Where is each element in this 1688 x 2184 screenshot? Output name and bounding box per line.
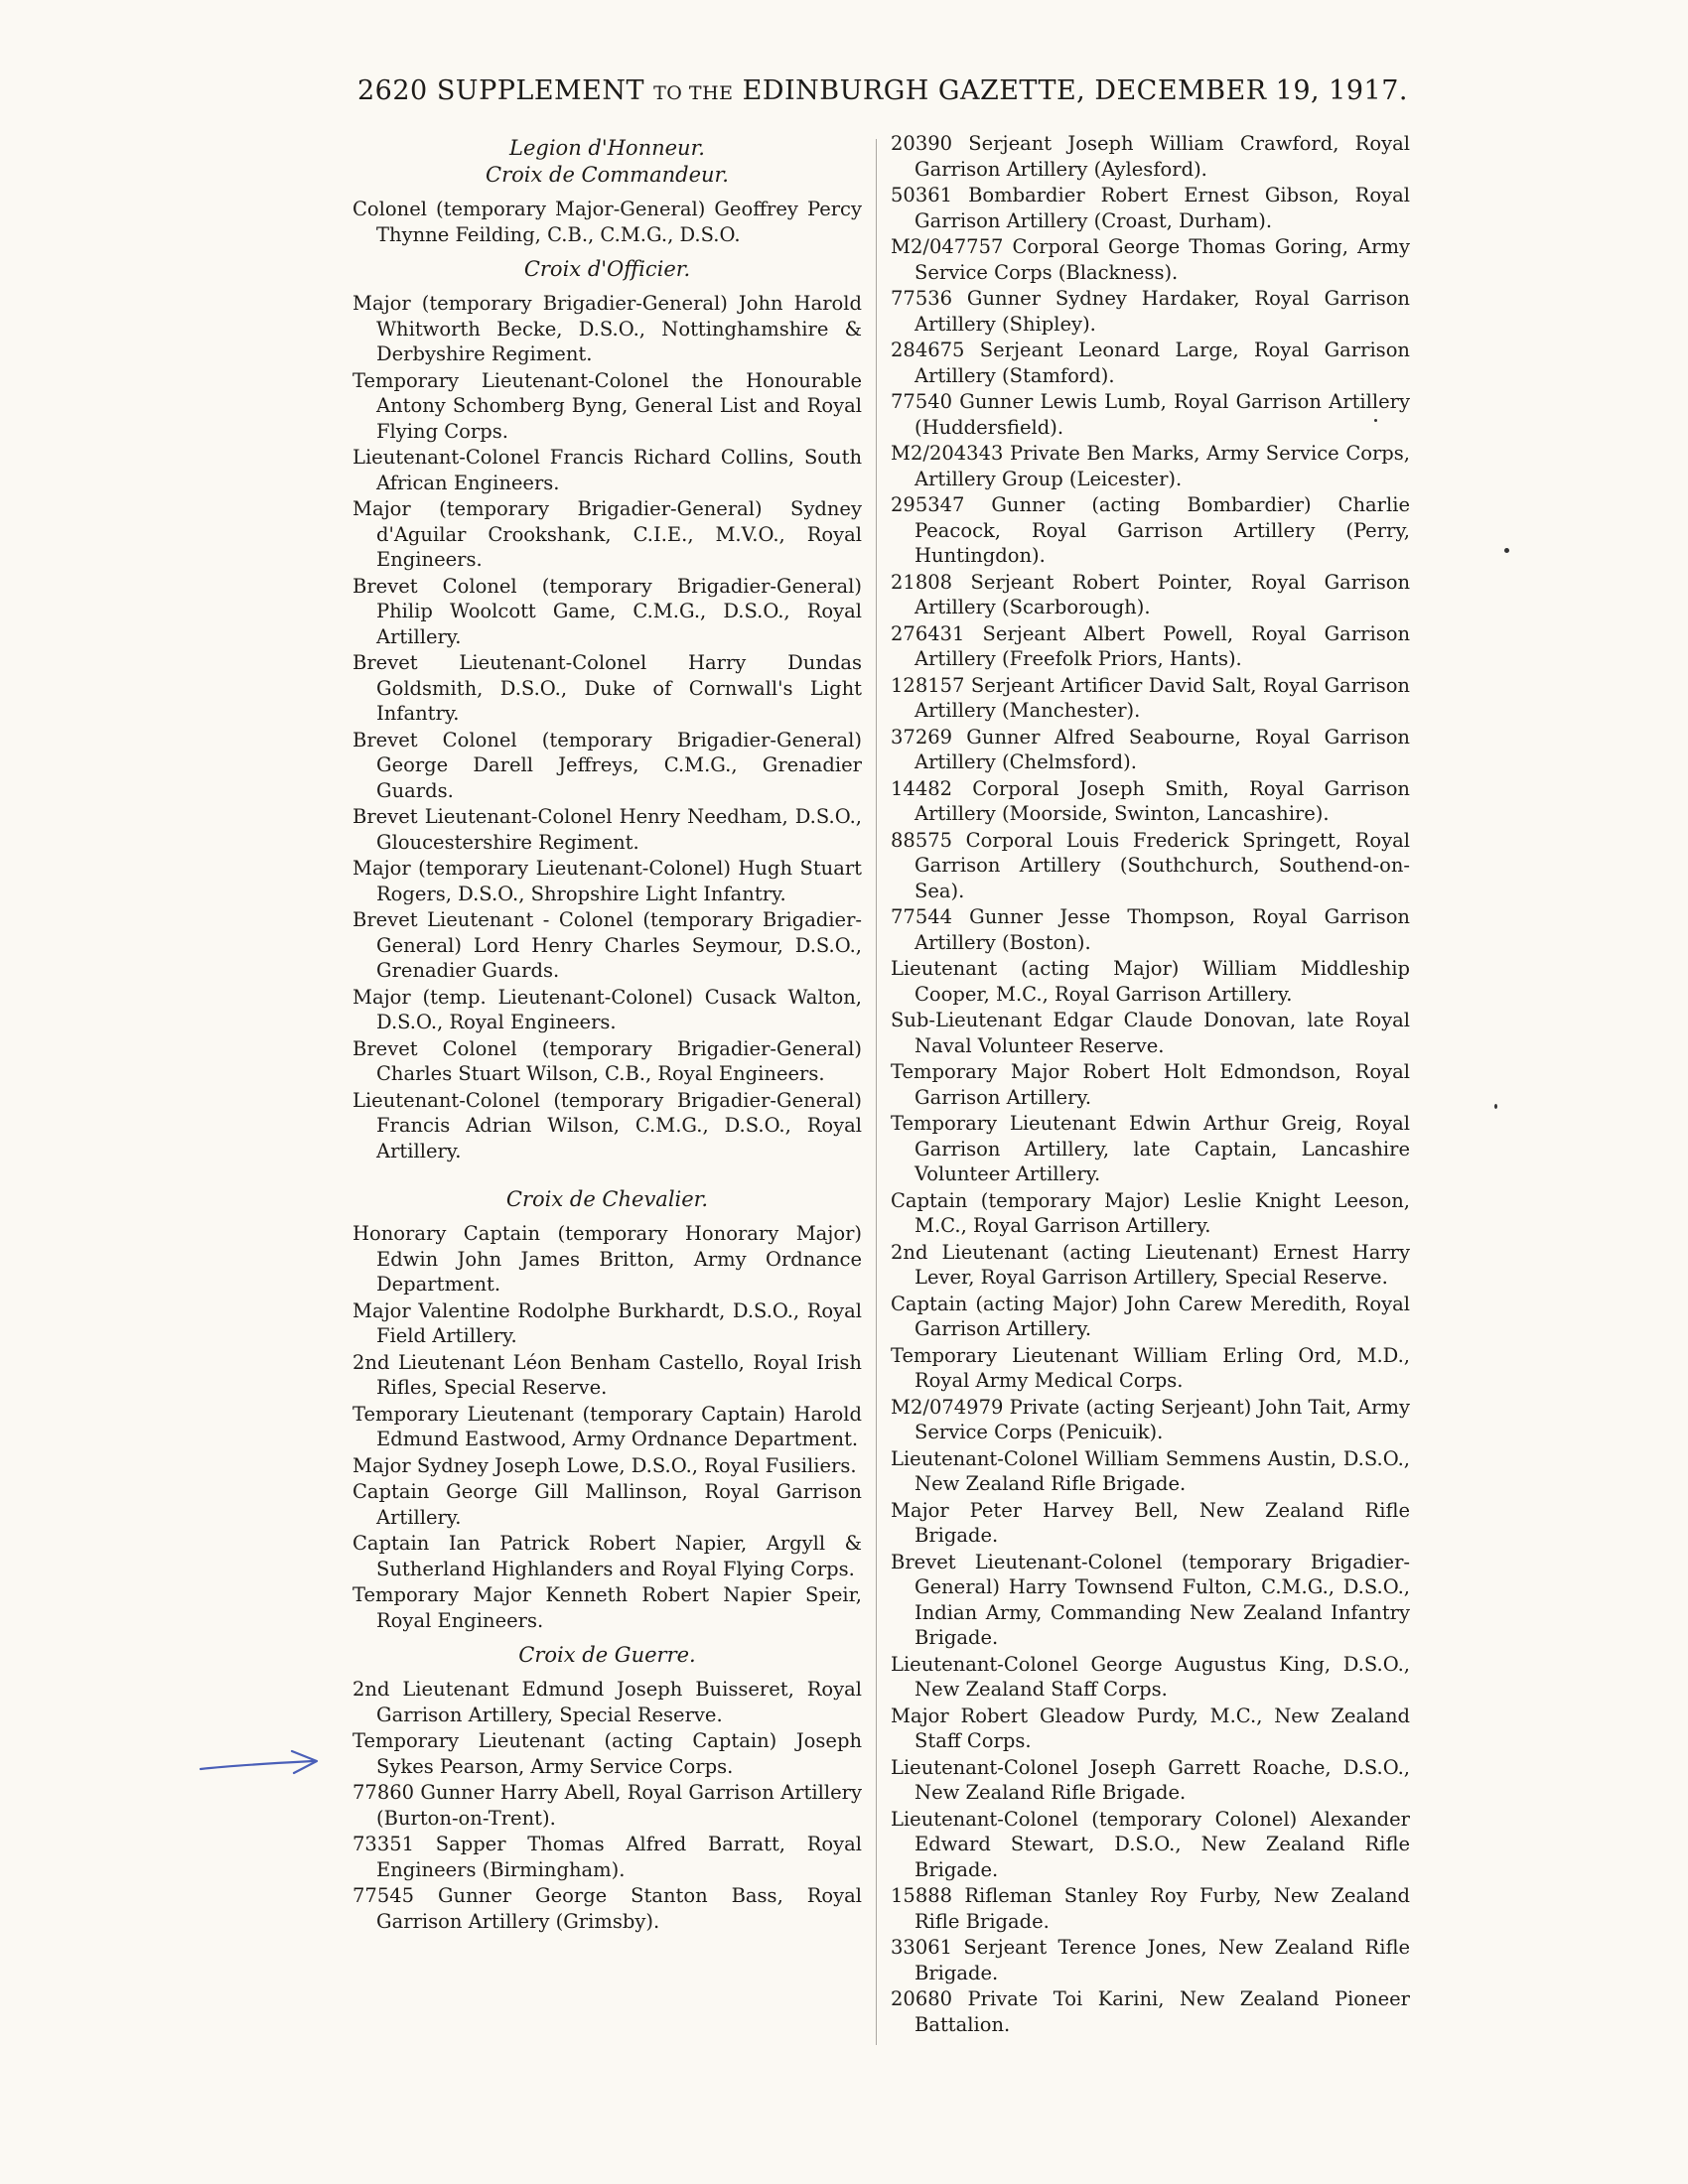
list-entry: Brevet Colonel (temporary Brigadier-General) George Darell Jeffreys, C.M.G., Grenadier Guards. [352,728,862,802]
list-entry: Brevet Lieutenant-Colonel (temporary Brigadier-General) Harry Townsend Fulton, C.M.G., D.S.O., Indian Army, Commanding New Zealand Infantry Brigade. [891,1550,1410,1649]
hand-drawn-arrow-icon [197,1747,326,1785]
list-entry: Major Robert Gleadow Purdy, M.C., New Zealand Staff Corps. [891,1704,1410,1752]
list-entry: Lieutenant-Colonel Joseph Garrett Roache, D.S.O., New Zealand Rifle Brigade. [891,1755,1410,1804]
list-entry: Major (temp. Lieutenant-Colonel) Cusack Walton, D.S.O., Royal Engineers. [352,985,862,1033]
list-entry: 77544 Gunner Jesse Thompson, Royal Garrison Artillery (Boston). [891,905,1410,954]
list-entry: Major (temporary Brigadier-General) Sydney d'Aguilar Crookshank, C.I.E., M.V.O., Royal Engineers. [352,497,862,571]
list-entry: Temporary Major Kenneth Robert Napier Speir, Royal Engineers. [352,1583,862,1632]
list-entry: Major Valentine Rodolphe Burkhardt, D.S.O., Royal Field Artillery. [352,1298,862,1347]
guerre-list [352,1677,862,1934]
list-entry: 2nd Lieutenant Léon Benham Castello, Royal Irish Rifles, Special Reserve. [352,1350,862,1399]
list-entry: Temporary Lieutenant Edwin Arthur Greig, Royal Garrison Artillery, late Captain, Lancashire Volunteer Artillery. [891,1112,1410,1185]
list-entry: 276431 Serjeant Albert Powell, Royal Garrison Artillery (Freefolk Priors, Hants). [891,621,1410,670]
list-entry: Lieutenant-Colonel George Augustus King, D.S.O., New Zealand Staff Corps. [891,1652,1410,1701]
officier-list [352,291,862,1163]
list-entry: 37269 Gunner Alfred Seabourne, Royal Garrison Artillery (Chelmsford). [891,725,1410,773]
list-entry: M2/074979 Private (acting Serjeant) John Tait, Army Service Corps (Penicuik). [891,1395,1410,1443]
list-entry: M2/047757 Corporal George Thomas Goring, Army Service Corps (Blackness). [891,235,1410,284]
list-entry: 20680 Private Toi Karini, New Zealand Pioneer Battalion. [891,1987,1410,2036]
list-entry: Temporary Major Robert Holt Edmondson, Royal Garrison Artillery. [891,1060,1410,1109]
list-entry: Temporary Lieutenant-Colonel the Honourable Antony Schomberg Byng, General List and Royal Flying Corps. [352,368,862,443]
list-entry: Major (temporary Lieutenant-Colonel) Hugh Stuart Rogers, D.S.O., Shropshire Light Infantry. [352,857,862,905]
page-header [357,75,1408,106]
ink-speck [1504,548,1509,553]
guerre-heading: Croix de Guerre. [518,1643,696,1667]
list-entry: Brevet Lieutenant - Colonel (temporary Brigadier-General) Lord Henry Charles Seymour, D.S.O., Grenadier Guards. [352,908,862,982]
list-entry: Lieutenant-Colonel William Semmens Austin, D.S.O., New Zealand Rifle Brigade. [891,1446,1410,1495]
list-entry: 2nd Lieutenant (acting Lieutenant) Ernest Harry Lever, Royal Garrison Artillery, Special Reserve. [891,1240,1410,1289]
list-entry: 295347 Gunner (acting Bombardier) Charlie Peacock, Royal Garrison Artillery (Perry, Huntingdon). [891,493,1410,567]
list-entry: 284675 Serjeant Leonard Large, Royal Garrison Artillery (Stamford). [891,339,1410,387]
list-entry: 50361 Bombardier Robert Ernest Gibson, Royal Garrison Artillery (Croast, Durham). [891,184,1410,232]
list-entry: Lieutenant (acting Major) William Middleship Cooper, M.C., Royal Garrison Artillery. [891,957,1410,1006]
officier-heading: Croix d'Officier. [523,257,691,281]
gazette-title-to-the: TO THE [653,82,734,104]
list-entry: Temporary Lieutenant William Erling Ord, M.D., Royal Army Medical Corps. [891,1343,1410,1392]
list-entry: Captain George Gill Mallinson, Royal Garrison Artillery. [352,1480,862,1529]
list-entry: Major Peter Harvey Bell, New Zealand Rifle Brigade. [891,1498,1410,1547]
list-entry: 15888 Rifleman Stanley Roy Furby, New Zealand Rifle Brigade. [891,1884,1410,1933]
right-column-list [891,131,1410,2037]
list-entry: Temporary Lieutenant (acting Captain) Joseph Sykes Pearson, Army Service Corps. [352,1729,862,1778]
list-entry: 2nd Lieutenant Edmund Joseph Buisseret, Royal Garrison Artillery, Special Reserve. [352,1678,862,1726]
list-entry: Major (temporary Brigadier-General) John Harold Whitworth Becke, D.S.O., Nottinghamshire & Derbyshire Regiment. [352,292,862,365]
list-entry: Lieutenant-Colonel Francis Richard Collins, South African Engineers. [352,446,862,494]
list-entry: Honorary Captain (temporary Honorary Major) Edwin John James Britton, Army Ordnance Department. [352,1222,862,1296]
list-entry: 77545 Gunner George Stanton Bass, Royal Garrison Artillery (Grimsby). [352,1884,862,1933]
list-entry: Sub-Lieutenant Edgar Claude Donovan, late Royal Naval Volunteer Reserve. [891,1009,1410,1057]
chevalier-heading: Croix de Chevalier. [505,1187,709,1211]
list-entry: 14482 Corporal Joseph Smith, Royal Garrison Artillery (Moorside, Swinton, Lancashire). [891,776,1410,825]
chevalier-list [352,1221,862,1633]
left-column [352,131,862,1935]
list-entry: Lieutenant-Colonel (temporary Brigadier-General) Francis Adrian Wilson, C.M.G., D.S.O., Royal Artillery. [352,1088,862,1162]
list-entry: 128157 Serjeant Artificer David Salt, Royal Garrison Artillery (Manchester). [891,673,1410,722]
list-entry: 73351 Sapper Thomas Alfred Barratt, Royal Engineers (Birmingham). [352,1833,862,1881]
legion-heading: Legion d'Honneur. [509,136,705,160]
list-entry: 77536 Gunner Sydney Hardaker, Royal Garrison Artillery (Shipley). [891,287,1410,336]
list-entry: Lieutenant-Colonel (temporary Colonel) Alexander Edward Stewart, D.S.O., New Zealand Rifle Brigade. [891,1807,1410,1881]
list-entry: Major Sydney Joseph Lowe, D.S.O., Royal Fusiliers. [352,1453,857,1477]
gazette-title-part2: EDINBURGH GAZETTE, DECEMBER 19, 1917. [742,75,1408,106]
list-entry: Brevet Colonel (temporary Brigadier-General) Philip Woolcott Game, C.M.G., D.S.O., Royal Artillery. [352,574,862,648]
gazette-title-part1: SUPPLEMENT [436,75,645,106]
list-entry: Captain Ian Patrick Robert Napier, Argyll & Sutherland Highlanders and Royal Flying Corps. [352,1532,862,1580]
right-column [891,131,1410,2038]
column-divider [876,139,877,2045]
list-entry: 33061 Serjeant Terence Jones, New Zealand Rifle Brigade. [891,1936,1410,1984]
list-entry: 77860 Gunner Harry Abell, Royal Garrison Artillery (Burton-on-Trent). [352,1781,862,1830]
list-entry: 21808 Serjeant Robert Pointer, Royal Garrison Artillery (Scarborough). [891,570,1410,618]
commandeur-list [352,197,862,247]
ink-speck [1374,419,1377,422]
list-entry: Captain (temporary Major) Leslie Knight Leeson, M.C., Royal Garrison Artillery. [891,1188,1410,1237]
page-number: 2620 [357,75,428,106]
list-entry: 77540 Gunner Lewis Lumb, Royal Garrison Artillery (Huddersfield). [891,390,1410,439]
ink-speck [1494,1104,1497,1109]
list-entry: Captain (acting Major) John Carew Meredith, Royal Garrison Artillery. [891,1292,1410,1340]
list-entry: Brevet Lieutenant-Colonel Henry Needham, D.S.O., Gloucestershire Regiment. [352,805,862,854]
commandeur-heading: Croix de Commandeur. [486,163,729,187]
list-entry: 88575 Corporal Louis Frederick Springett, Royal Garrison Artillery (Southchurch, Southend-on-Sea). [891,828,1410,902]
list-entry: Colonel (temporary Major-General) Geoffrey Percy Thynne Feilding, C.B., C.M.G., D.S.O. [352,198,862,246]
list-entry: Brevet Colonel (temporary Brigadier-General) Charles Stuart Wilson, C.B., Royal Engineers. [352,1036,862,1085]
list-entry: Brevet Lieutenant-Colonel Harry Dundas Goldsmith, D.S.O., Duke of Cornwall's Light Infantry. [352,651,862,725]
list-entry: 20390 Serjeant Joseph William Crawford, Royal Garrison Artillery (Aylesford). [891,132,1410,181]
list-entry: Temporary Lieutenant (temporary Captain) Harold Edmund Eastwood, Army Ordnance Department. [352,1402,862,1450]
list-entry: M2/204343 Private Ben Marks, Army Service Corps, Artillery Group (Leicester). [891,442,1410,490]
